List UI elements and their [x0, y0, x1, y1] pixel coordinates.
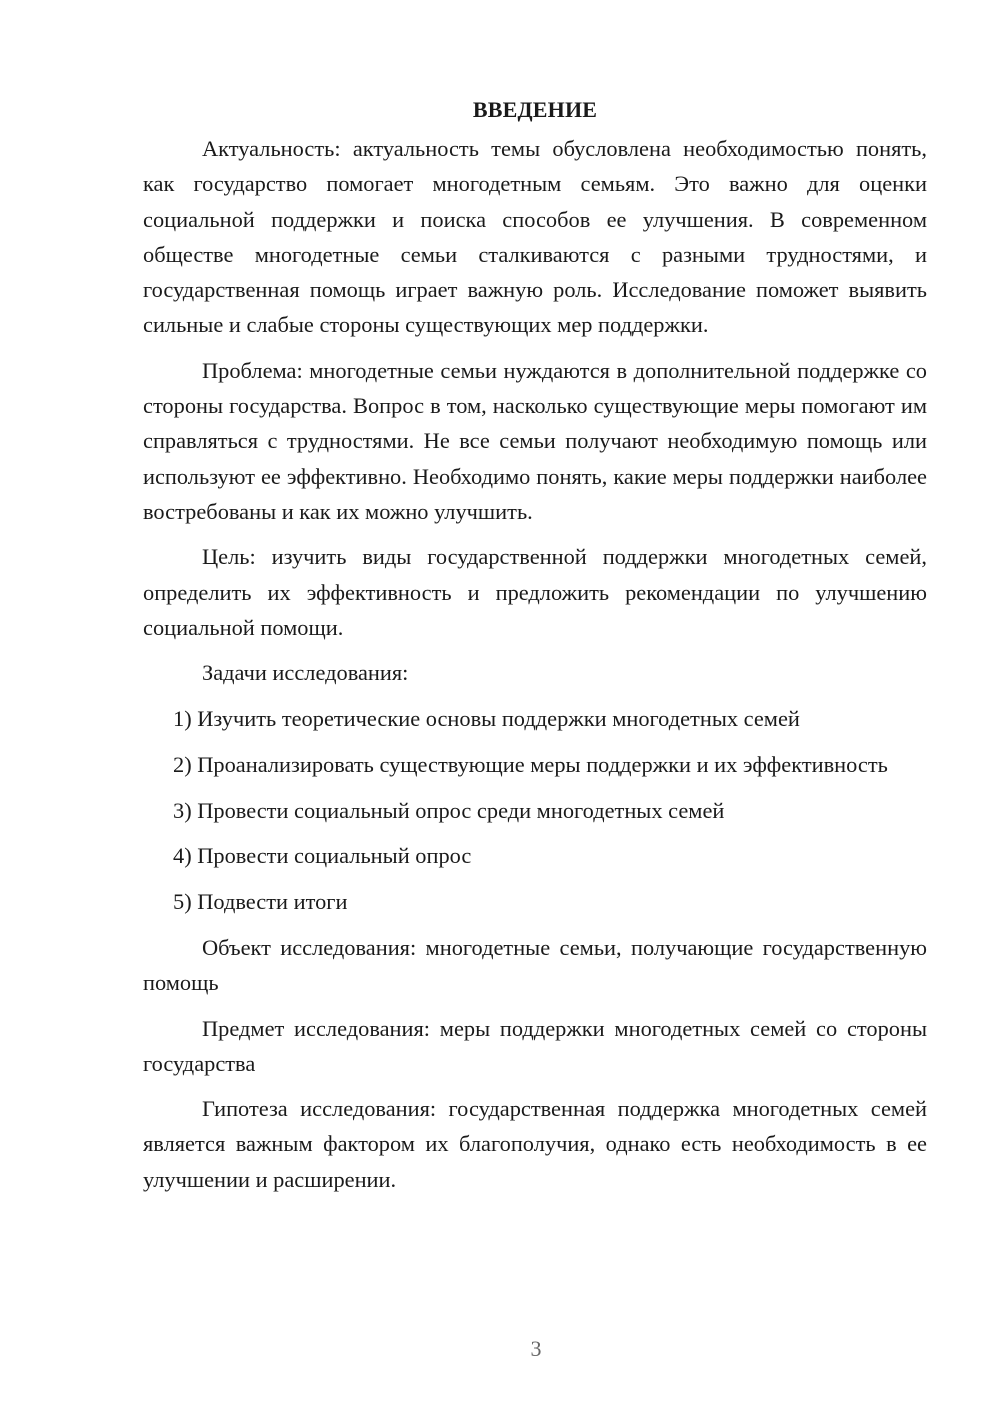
- task-item-5: 5) Подвести итоги: [173, 889, 348, 915]
- paragraph-problem: Проблема: многодетные семьи нуждаются в дополнительной поддержке со стороны государства. Вопрос в том, насколько существующие меры помогают им справляться с трудностями. Не все семьи получают необходимую помощь или используют ее эффективно. Необходимо понять, какие меры поддержки наиболее востребованы и как их можно улучшить.: [143, 357, 927, 524]
- paragraph-subject: Предмет исследования: меры поддержки многодетных семей со стороны государства: [143, 1015, 927, 1076]
- section-title: ВВЕДЕНИЕ: [472, 97, 598, 122]
- task-item-1: 1) Изучить теоретические основы поддержки многодетных семей: [173, 705, 800, 731]
- paragraph-relevance: Актуальность: актуальность темы обусловлена необходимостью понять, как государство помогает многодетным семьям. Это важно для оценки социальной поддержки и поиска способов ее улучшения. В современном обществе многодетные семьи сталкиваются с разными трудностями, и государственная помощь играет важную роль. Исследование поможет выявить сильные и слабые стороны существующих мер поддержки.: [143, 136, 927, 338]
- task-item-2: 2) Проанализировать существующие меры поддержки и их эффективность: [173, 751, 888, 777]
- task-item-4: 4) Провести социальный опрос: [173, 843, 472, 869]
- paragraph-goal: Цель: изучить виды государственной поддержки многодетных семей, определить их эффективность и предложить рекомендации по улучшению социальной помощи.: [143, 544, 927, 640]
- page-content: [143, 92, 927, 1197]
- paragraph-hypothesis: Гипотеза исследования: государственная поддержка многодетных семей является важным фактором их благополучия, однако есть необходимость в ее улучшении и расширении.: [143, 1096, 927, 1192]
- paragraph-object: Объект исследования: многодетные семьи, получающие государственную помощь: [143, 934, 927, 996]
- task-item-3: 3) Провести социальный опрос среди многодетных семей: [173, 797, 725, 823]
- paragraph-tasks-heading: Задачи исследования:: [202, 660, 409, 686]
- page-number: 3: [530, 1336, 542, 1361]
